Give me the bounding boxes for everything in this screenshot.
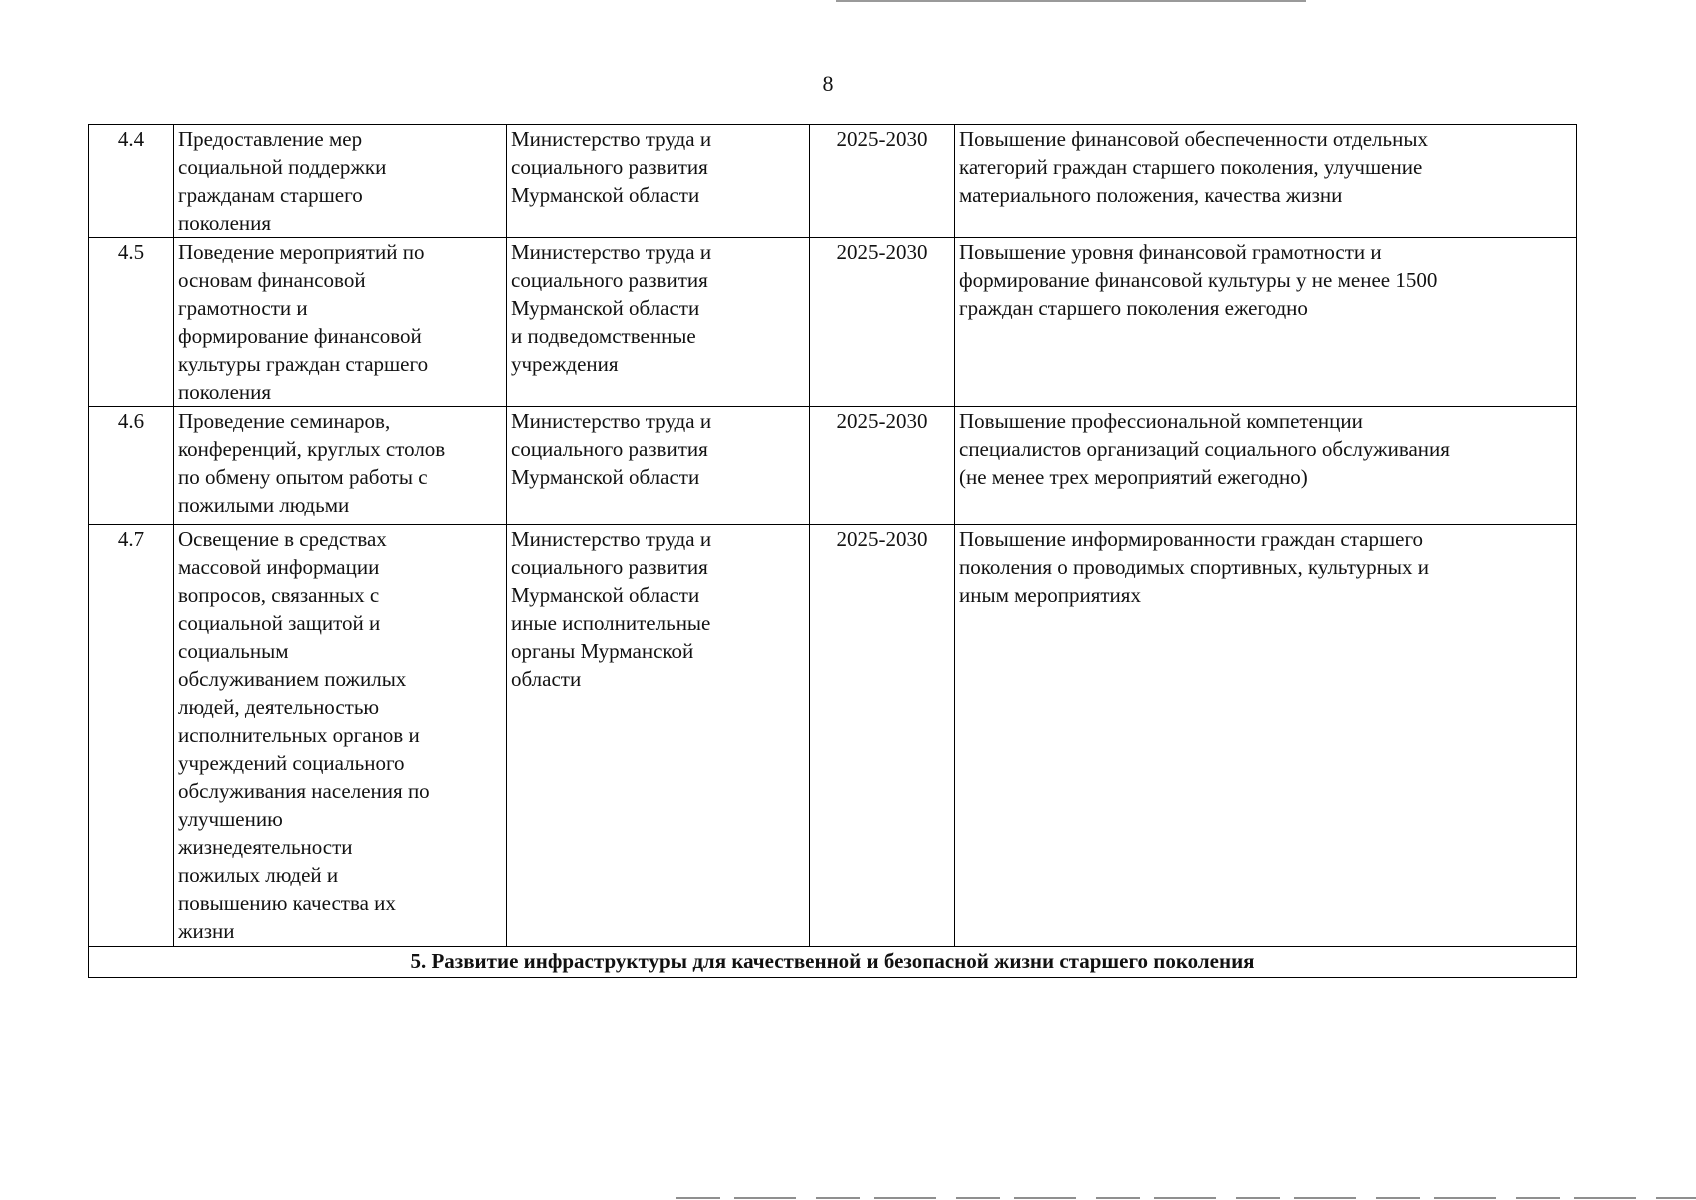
period-cell: 2025-2030: [810, 238, 955, 407]
row-number-cell: 4.7: [89, 525, 174, 947]
measure-name-cell: Проведение семинаров, конференций, круглых столов по обмену опытом работы с пожилыми людьми: [174, 407, 507, 525]
table-row: [89, 125, 1577, 238]
measures-table: [88, 124, 1577, 978]
scan-artifact-bottom: [676, 1197, 1696, 1199]
executor-cell: Министерство труда и социального развития Мурманской области и подведомственные учреждения: [507, 238, 810, 407]
section-heading-row: [89, 947, 1577, 978]
table-row: [89, 407, 1577, 525]
table-row: [89, 238, 1577, 407]
period-cell: 2025-2030: [810, 125, 955, 238]
executor-cell: Министерство труда и социального развития Мурманской области: [507, 125, 810, 238]
measure-name-cell: Предоставление мер социальной поддержки гражданам старшего поколения: [174, 125, 507, 238]
section-heading: 5. Развитие инфраструктуры для качественной и безопасной жизни старшего поколения: [89, 947, 1577, 978]
period-cell: 2025-2030: [810, 525, 955, 947]
result-cell: Повышение уровня финансовой грамотности и формирование финансовой культуры у не менее 1500 граждан старшего поколения ежегодно: [955, 238, 1577, 407]
measure-name-cell: Освещение в средствах массовой информации вопросов, связанных с социальной защитой и социальным обслуживанием пожилых людей, деятельностью исполнительных органов и учреждений социального обслуживания населения по улучшению жизнедеятельности пожилых людей и повышению качества их жизни: [174, 525, 507, 947]
executor-cell: Министерство труда и социального развития Мурманской области иные исполнительные органы Мурманской области: [507, 525, 810, 947]
row-number-cell: 4.5: [89, 238, 174, 407]
row-number-cell: 4.6: [89, 407, 174, 525]
result-cell: Повышение профессиональной компетенции специалистов организаций социального обслуживания (не менее трех мероприятий ежегодно): [955, 407, 1577, 525]
executor-cell: Министерство труда и социального развития Мурманской области: [507, 407, 810, 525]
period-cell: 2025-2030: [810, 407, 955, 525]
result-cell: Повышение финансовой обеспеченности отдельных категорий граждан старшего поколения, улучшение материального положения, качества жизни: [955, 125, 1577, 238]
measure-name-cell: Поведение мероприятий по основам финансовой грамотности и формирование финансовой культуры граждан старшего поколения: [174, 238, 507, 407]
scan-artifact-top: [836, 0, 1306, 2]
table-row: [89, 525, 1577, 947]
row-number-cell: 4.4: [89, 125, 174, 238]
result-cell: Повышение информированности граждан старшего поколения о проводимых спортивных, культурных и иным мероприятиях: [955, 525, 1577, 947]
page-number: 8: [822, 71, 834, 96]
